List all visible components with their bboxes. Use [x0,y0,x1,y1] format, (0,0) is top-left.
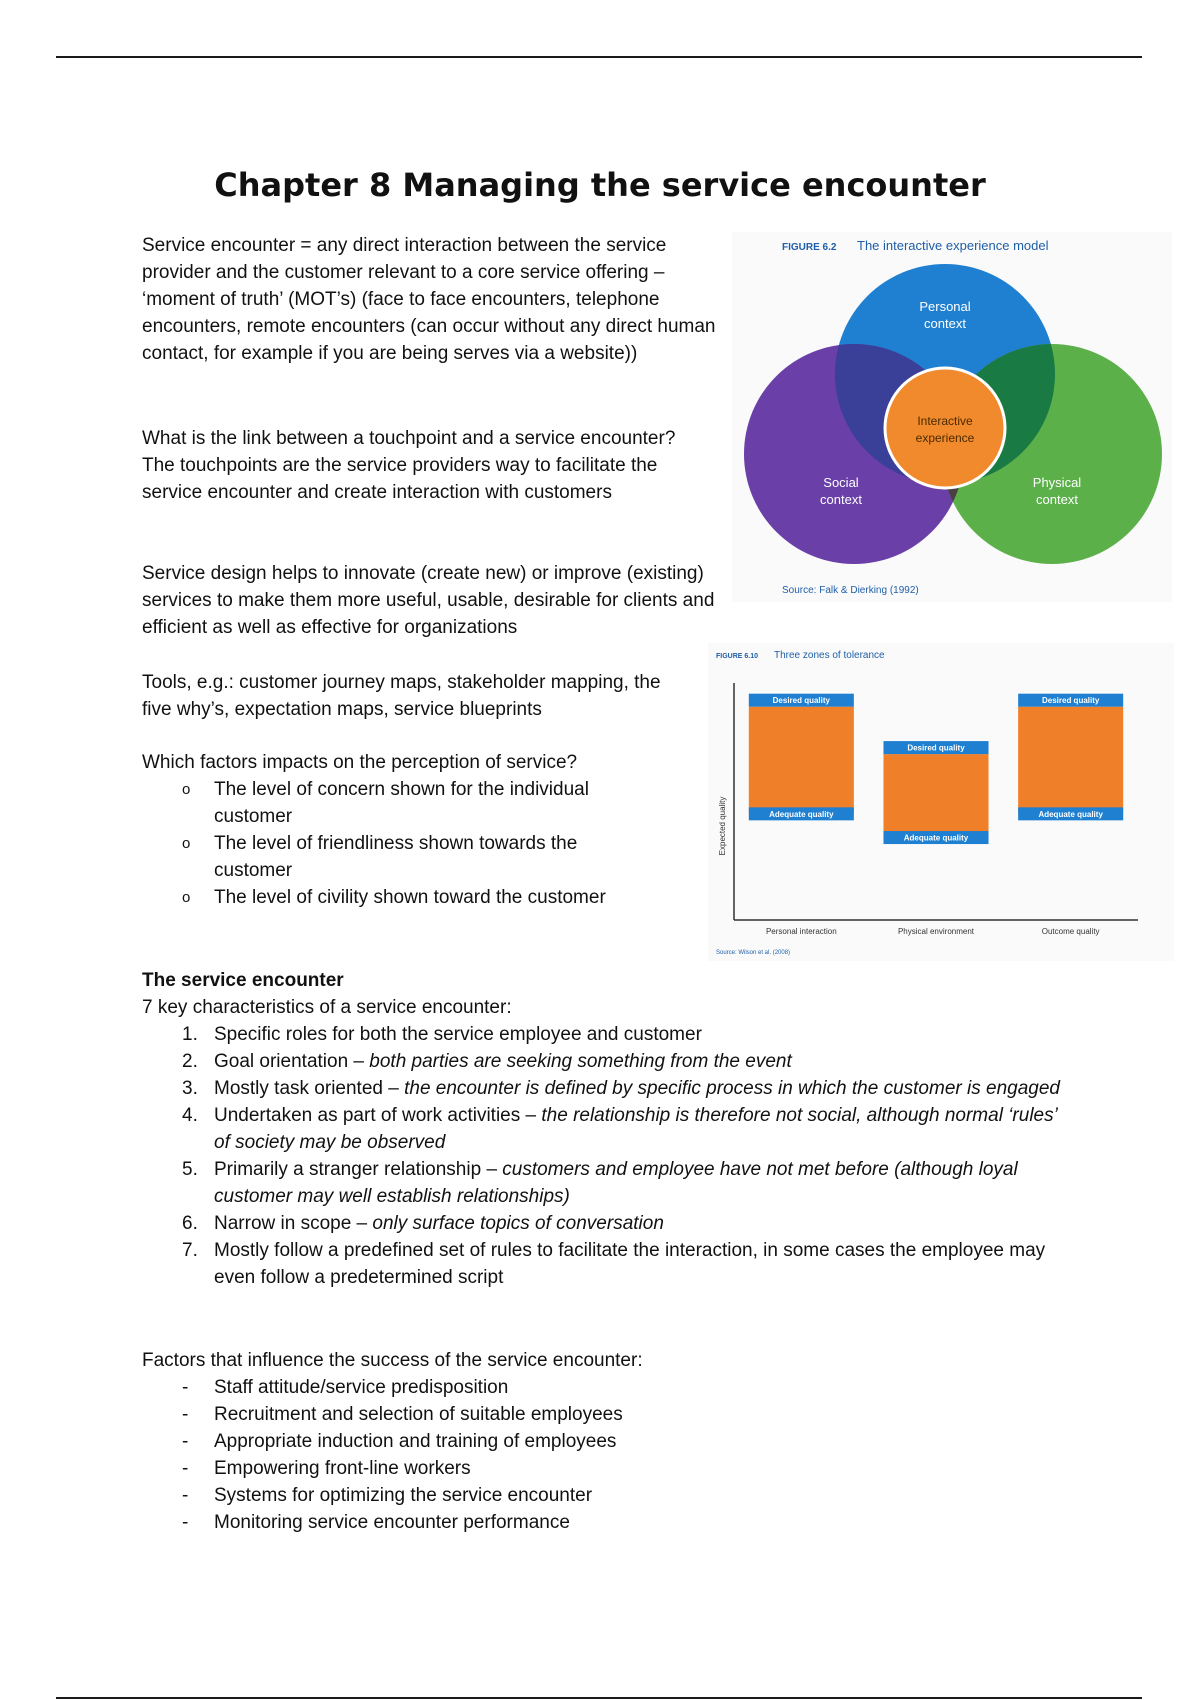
social-context-label-line2: context [820,492,862,507]
zones-layer [749,694,1123,936]
dash-marker: - [182,1431,189,1452]
list-item-text: Empowering front-line workers [214,1458,471,1479]
desired-quality-label: Desired quality [772,696,831,706]
item-detail: the encounter is defined by specific process in which the customer is engaged [404,1078,1060,1099]
touchpoint-answer: The touchpoints are the service providers way to facilitate the service encounter and create interaction with customers [142,455,658,503]
physical-context-label-line1: Physical [1032,475,1082,490]
list-item [182,1021,1062,1048]
list-item [182,1455,1062,1482]
list-item [182,1374,1062,1401]
desired-quality-label: Desired quality [1041,696,1100,706]
figure-source: Source: Wilson et al. (2008) [716,950,791,956]
figure-number: FIGURE 6.10 [716,653,759,660]
section-subheading: 7 key characteristics of a service encounter: [142,997,512,1018]
touchpoint-paragraph [142,425,722,506]
adequate-quality-label: Adequate quality [1038,809,1103,819]
physical-context-label-line2: context [1036,492,1078,507]
touchpoint-question: What is the link between a touchpoint and a service encounter? [142,428,676,449]
tolerance-zone-bar [883,754,988,837]
figure-caption: Three zones of tolerance [774,650,885,661]
interactive-experience-label-line2: experience [915,431,975,445]
list-item [182,1102,1062,1156]
perception-question: Which factors impacts on the perception of service? [142,752,578,773]
list-item [182,1401,1062,1428]
item-detail: only surface topics of conversation [372,1213,664,1234]
social-context-label-line1: Social [823,475,859,490]
bottom-rule [56,1697,1142,1699]
list-number: 4. [182,1105,198,1126]
personal-context-label-line2: context [924,316,966,331]
item-detail: both parties are seeking something from the event [369,1051,792,1072]
item-main: Primarily a stranger relationship [214,1159,482,1180]
list-number: 6. [182,1213,198,1234]
top-rule [56,56,1142,58]
list-item-text: The level of civility shown toward the customer [214,887,606,908]
item-detail: the relationship is therefore not social, although normal ‘rules’ of society may be observed [214,1105,1057,1153]
list-item [182,1482,1062,1509]
zones-of-tolerance-chart [708,643,1174,961]
list-item-text: The level of concern shown for the individual customer [214,779,589,827]
category-label: Personal interaction [765,927,837,936]
list-item-text: Monitoring service encounter performance [214,1512,570,1533]
zones-of-tolerance-figure [708,643,1174,961]
item-main: Mostly follow a predefined set of rules to facilitate the interaction, in some cases the employee may even follow a predetermined script [214,1240,1046,1288]
section-heading: The service encounter [142,970,344,991]
list-number: 2. [182,1051,198,1072]
item-separator: – [481,1159,503,1180]
list-item [182,1075,1062,1102]
item-separator: – [348,1051,370,1072]
list-item [182,1509,1062,1536]
tools-paragraph: Tools, e.g.: customer journey maps, stakeholder mapping, the five why’s, expectation maps, service blueprints [142,672,661,720]
list-item [182,776,652,830]
list-item-text: Systems for optimizing the service encounter [214,1485,593,1506]
list-number: 5. [182,1159,198,1180]
adequate-quality-label: Adequate quality [903,833,969,843]
list-item [182,1210,1062,1237]
y-axis-label: Expected quality [718,796,727,856]
success-factor-list [182,1374,1062,1536]
bullet-marker: o [182,781,191,798]
category-label: Physical environment [897,927,975,936]
item-main: Narrow in scope [214,1213,352,1234]
item-separator: – [351,1213,373,1234]
list-number: 3. [182,1078,198,1099]
characteristics-list [182,1021,1062,1291]
interactive-experience-figure [732,232,1172,602]
list-item [182,1156,1062,1210]
tolerance-zone-bar [749,707,854,814]
desired-quality-label: Desired quality [907,743,965,753]
personal-context-label-line1: Personal [919,299,971,314]
dash-marker: - [182,1458,189,1479]
item-main: Goal orientation [214,1051,349,1072]
dash-marker: - [182,1377,189,1398]
interactive-experience-label-line1: Interactive [917,414,973,428]
figure-caption: The interactive experience model [857,238,1049,253]
category-label: Outcome quality [1041,927,1100,936]
list-item-text: Staff attitude/service predisposition [214,1377,509,1398]
venn-diagram [732,232,1172,602]
list-item [182,830,652,884]
bullet-marker: o [182,889,191,906]
list-item-text: The level of friendliness shown towards the customer [214,833,578,881]
list-number: 7. [182,1240,198,1261]
success-factors-section [142,1347,1062,1536]
adequate-quality-label: Adequate quality [769,809,834,819]
list-item [182,1428,1062,1455]
list-item [182,884,652,911]
perception-paragraph [142,749,682,911]
list-item-text: Appropriate induction and training of employees [214,1431,617,1452]
item-main: Mostly task oriented [214,1078,383,1099]
section-heading: Factors that influence the success of the service encounter: [142,1350,643,1371]
perception-factor-list [182,776,682,911]
list-item [182,1237,1062,1291]
item-separator: – [520,1105,542,1126]
interactive-experience-circle [885,368,1005,488]
item-detail: customers and employee have not met before (although loyal customer may well establish relationships) [214,1159,1018,1207]
service-design-paragraph: Service design helps to innovate (create new) or improve (existing) services to make them more useful, usable, desirable for clients and efficient as well as effective for organizations [142,563,715,638]
list-item-text: Recruitment and selection of suitable employees [214,1404,623,1425]
dash-marker: - [182,1512,189,1533]
figure-number: FIGURE 6.2 [782,242,837,253]
list-item [182,1048,1062,1075]
service-encounter-definition: Service encounter = any direct interaction between the service provider and the customer relevant to a core service offering – ‘moment of truth’ (MOT’s) (face to face encounters, telephone encounters, remote encounters (can occur without any direct human contact, for example if you are being serves via a website)) [142,235,716,364]
item-main: Specific roles for both the service employee and customer [214,1024,702,1045]
page-title: Chapter 8 Managing the service encounter [214,166,986,204]
bullet-marker: o [182,835,191,852]
item-main: Undertaken as part of work activities [214,1105,521,1126]
tolerance-zone-bar [1018,707,1123,814]
list-number: 1. [182,1024,198,1045]
service-encounter-section [142,967,1062,1291]
item-separator: – [382,1078,405,1099]
figure-source: Source: Falk & Dierking (1992) [782,585,919,596]
dash-marker: - [182,1485,189,1506]
dash-marker: - [182,1404,189,1425]
